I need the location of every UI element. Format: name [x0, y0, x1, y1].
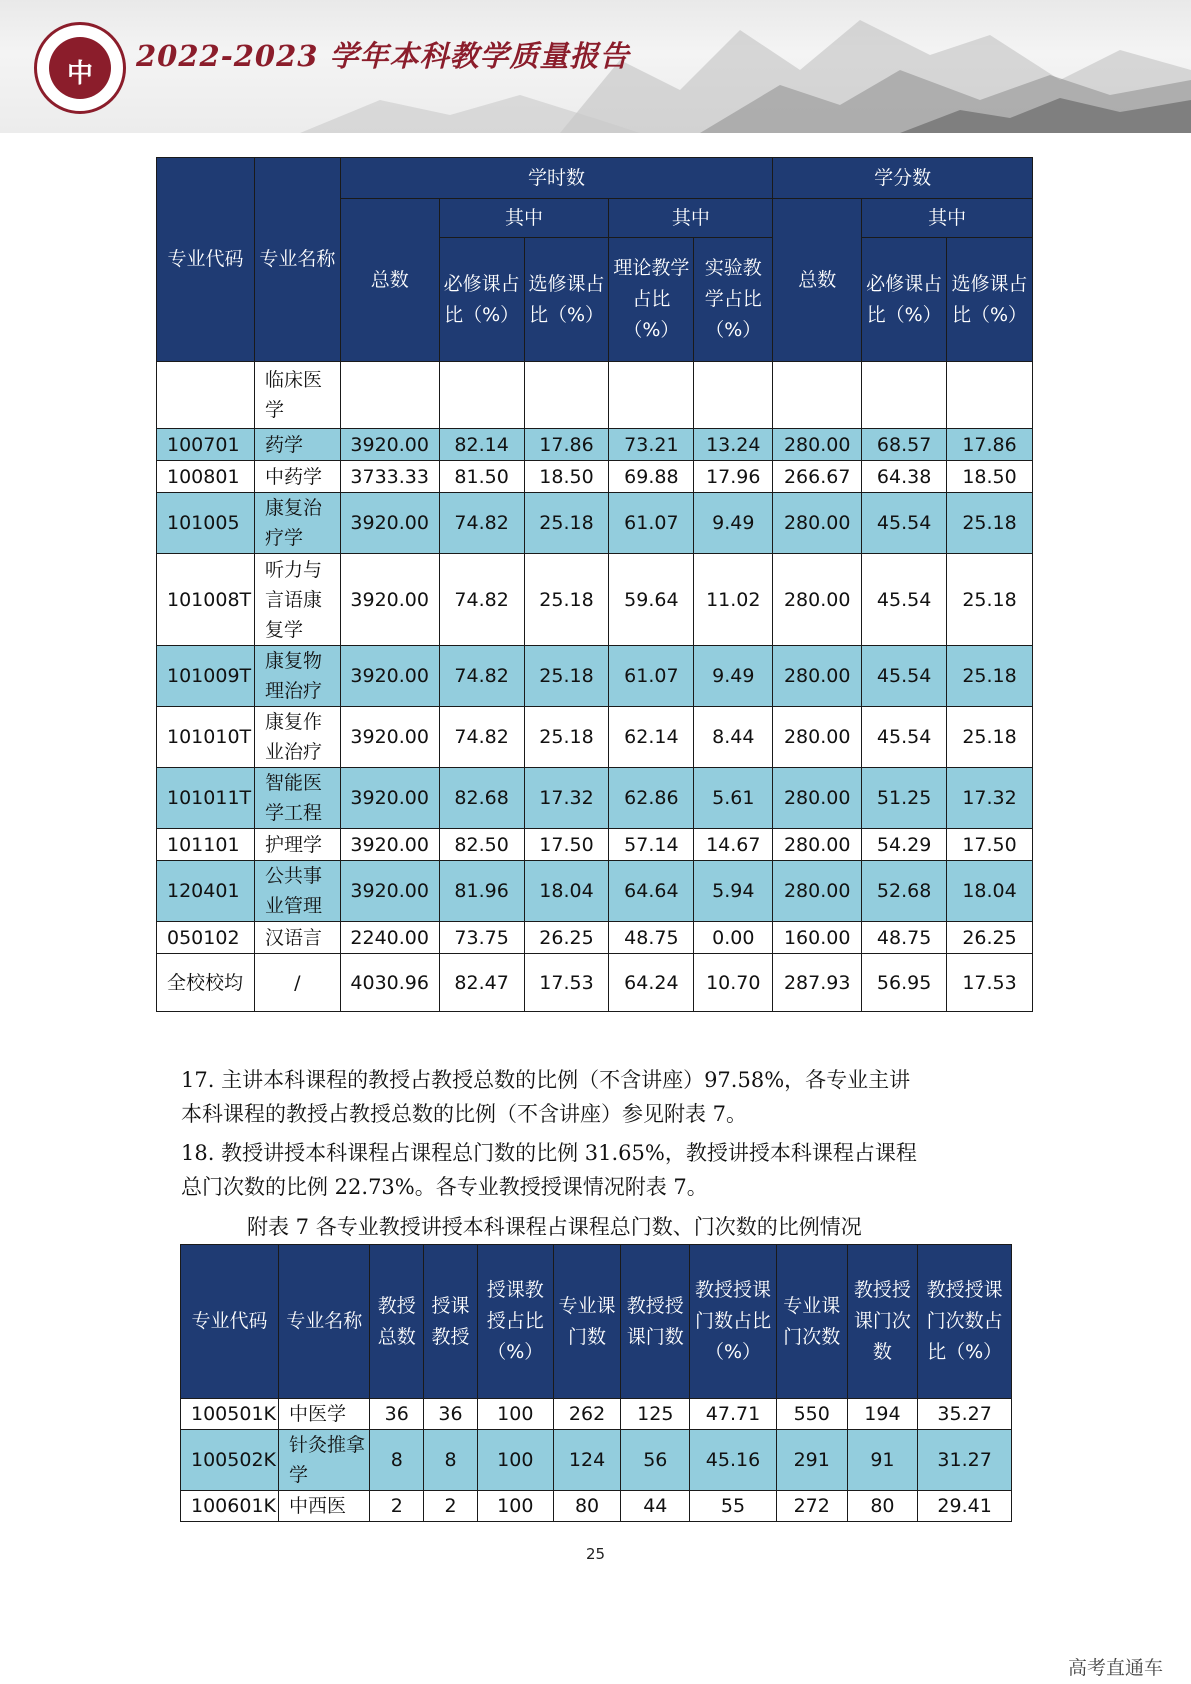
cell-name: 听力与言语康复学 — [254, 554, 340, 646]
cell-value: 61.07 — [609, 493, 694, 554]
cell-value: 81.96 — [439, 861, 524, 922]
cell-name: 智能医学工程 — [254, 768, 340, 829]
header-col-3: 授课教授 — [424, 1245, 478, 1399]
cell-value: 100 — [477, 1491, 553, 1522]
cell-value: 280.00 — [773, 861, 862, 922]
cell-code: 100701 — [157, 429, 255, 461]
header-credits-total: 总数 — [773, 199, 862, 362]
cell-value: 280.00 — [773, 554, 862, 646]
header-col-0: 专业代码 — [181, 1245, 279, 1399]
cell-value: 124 — [553, 1430, 621, 1491]
cell-value: 280.00 — [773, 768, 862, 829]
cell-value: 81.50 — [439, 461, 524, 493]
table-row — [157, 707, 1033, 768]
header-credits: 学分数 — [773, 158, 1033, 199]
cell-value: 17.53 — [947, 954, 1033, 1012]
cell-value: 54.29 — [862, 829, 947, 861]
cell-value: 17.96 — [694, 461, 773, 493]
header-code: 专业代码 — [157, 158, 255, 362]
cell-value: 25.18 — [524, 646, 609, 707]
cell-value: 74.82 — [439, 554, 524, 646]
header-col-5: 专业课门数 — [553, 1245, 621, 1399]
cell-value: 74.82 — [439, 646, 524, 707]
cell-value: 56.95 — [862, 954, 947, 1012]
cell-value: 82.50 — [439, 829, 524, 861]
header-hours-required: 必修课占比（%） — [439, 238, 524, 362]
cell-code: 101008T — [157, 554, 255, 646]
cell-code: 100801 — [157, 461, 255, 493]
cell-value: 25.18 — [947, 554, 1033, 646]
cell-value: 73.21 — [609, 429, 694, 461]
cell-value: 550 — [776, 1399, 847, 1430]
cell-value: 17.86 — [524, 429, 609, 461]
cell-value: 10.70 — [694, 954, 773, 1012]
cell-value: 25.18 — [947, 707, 1033, 768]
cell-value: 3733.33 — [340, 461, 439, 493]
cell-value: 25.18 — [524, 707, 609, 768]
cell-value: 18.50 — [524, 461, 609, 493]
cell-value: 64.64 — [609, 861, 694, 922]
table-row — [157, 362, 1033, 429]
paragraph-18-line-1: 18. 教授讲授本科课程占课程总门数的比例 31.65%，教授讲授本科课程占课程 — [181, 1141, 917, 1165]
cell-value: 45.54 — [862, 554, 947, 646]
cell-value: 3920.00 — [340, 554, 439, 646]
header-hours-total: 总数 — [340, 199, 439, 362]
cell-value: 3920.00 — [340, 829, 439, 861]
cell-value: 62.86 — [609, 768, 694, 829]
cell-value: 17.50 — [524, 829, 609, 861]
cell-value: 29.41 — [918, 1491, 1012, 1522]
cell-value: 48.75 — [862, 922, 947, 954]
cell-value: 4030.96 — [340, 954, 439, 1012]
cell-value: 280.00 — [773, 429, 862, 461]
cell-value: 3920.00 — [340, 768, 439, 829]
cell-value: 73.75 — [439, 922, 524, 954]
table-row — [157, 461, 1033, 493]
header-theory: 理论教学占比（%） — [609, 238, 694, 362]
cell-name: 康复作业治疗 — [254, 707, 340, 768]
cell-name: 针灸推拿学 — [279, 1430, 370, 1491]
cell-value: 36 — [424, 1399, 478, 1430]
cell-value: 17.32 — [524, 768, 609, 829]
cell-value: 52.68 — [862, 861, 947, 922]
cell-code: 100501K — [181, 1399, 279, 1430]
cell-value: 160.00 — [773, 922, 862, 954]
cell-value: 61.07 — [609, 646, 694, 707]
header-col-7: 教授授课门数占比（%） — [690, 1245, 777, 1399]
cell-value: 56 — [621, 1430, 690, 1491]
cell-value: 45.54 — [862, 707, 947, 768]
cell-name: 中药学 — [254, 461, 340, 493]
cell-code: 101010T — [157, 707, 255, 768]
header-name: 专业名称 — [254, 158, 340, 362]
cell-value: 9.49 — [694, 646, 773, 707]
major-hours-credits-table — [156, 157, 1033, 1012]
cell-name: / — [254, 954, 340, 1012]
cell-value: 26.25 — [947, 922, 1033, 954]
cell-value: 18.04 — [947, 861, 1033, 922]
header-col-1: 专业名称 — [279, 1245, 370, 1399]
table-row — [157, 768, 1033, 829]
header-hours-elective: 选修课占比（%） — [524, 238, 609, 362]
table-caption: 附表 7 各专业教授讲授本科课程占课程总门数、门次数的比例情况 — [247, 1215, 862, 1239]
cell-code: 100502K — [181, 1430, 279, 1491]
cell-value: 2 — [370, 1491, 424, 1522]
cell-value: 55 — [690, 1491, 777, 1522]
header-hours-among-1: 其中 — [439, 199, 609, 238]
table-row — [157, 429, 1033, 461]
cell-code: 100601K — [181, 1491, 279, 1522]
table-row — [157, 954, 1033, 1012]
cell-name: 汉语言 — [254, 922, 340, 954]
cell-code — [157, 362, 255, 429]
header-hours: 学时数 — [340, 158, 773, 199]
report-title: 2022-2023 学年本科教学质量报告 — [136, 39, 630, 73]
table-row — [157, 861, 1033, 922]
cell-value: 82.47 — [439, 954, 524, 1012]
cell-value: 44 — [621, 1491, 690, 1522]
cell-value: 47.71 — [690, 1399, 777, 1430]
header-credits-elective: 选修课占比（%） — [947, 238, 1033, 362]
cell-value: 280.00 — [773, 829, 862, 861]
cell-value: 18.04 — [524, 861, 609, 922]
header-col-9: 教授授课门次数 — [847, 1245, 918, 1399]
cell-value: 194 — [847, 1399, 918, 1430]
page-number: 25 — [585, 1545, 606, 1563]
cell-value: 100 — [477, 1430, 553, 1491]
cell-value: 13.24 — [694, 429, 773, 461]
cell-value: 82.14 — [439, 429, 524, 461]
cell-name: 中医学 — [279, 1399, 370, 1430]
cell-value: 64.38 — [862, 461, 947, 493]
cell-name: 药学 — [254, 429, 340, 461]
cell-value: 125 — [621, 1399, 690, 1430]
cell-value: 8.44 — [694, 707, 773, 768]
cell-value: 2240.00 — [340, 922, 439, 954]
cell-value: 62.14 — [609, 707, 694, 768]
cell-value: 36 — [370, 1399, 424, 1430]
table-row — [157, 922, 1033, 954]
paragraph-17-line-1: 17. 主讲本科课程的教授占教授总数的比例（不含讲座）97.58%，各专业主讲 — [181, 1068, 911, 1092]
header-credits-required: 必修课占比（%） — [862, 238, 947, 362]
header-experiment: 实验教学占比（%） — [694, 238, 773, 362]
cell-value: 5.94 — [694, 861, 773, 922]
cell-value: 25.18 — [524, 554, 609, 646]
cell-value: 2 — [424, 1491, 478, 1522]
header-col-4: 授课教授占比（%） — [477, 1245, 553, 1399]
table-row — [181, 1430, 1012, 1491]
cell-value: 68.57 — [862, 429, 947, 461]
cell-value: 272 — [776, 1491, 847, 1522]
cell-value: 8 — [424, 1430, 478, 1491]
cell-value — [609, 362, 694, 429]
cell-value: 26.25 — [524, 922, 609, 954]
cell-value: 64.24 — [609, 954, 694, 1012]
table-row — [157, 554, 1033, 646]
cell-value: 18.50 — [947, 461, 1033, 493]
cell-name: 临床医学 — [254, 362, 340, 429]
cell-value: 82.68 — [439, 768, 524, 829]
cell-value — [773, 362, 862, 429]
professor-teaching-table — [180, 1244, 1012, 1522]
header-col-6: 教授授课门数 — [621, 1245, 690, 1399]
cell-value: 262 — [553, 1399, 621, 1430]
cell-value: 8 — [370, 1430, 424, 1491]
paragraph-17-line-2: 本科课程的教授占教授总数的比例（不含讲座）参见附表 7。 — [181, 1102, 748, 1126]
cell-value: 17.53 — [524, 954, 609, 1012]
cell-value: 5.61 — [694, 768, 773, 829]
cell-value: 11.02 — [694, 554, 773, 646]
cell-name: 中西医 — [279, 1491, 370, 1522]
cell-value: 17.86 — [947, 429, 1033, 461]
cell-value — [524, 362, 609, 429]
table-row — [157, 646, 1033, 707]
cell-value: 74.82 — [439, 707, 524, 768]
page-header-banner — [0, 0, 1191, 133]
cell-value: 31.27 — [918, 1430, 1012, 1491]
cell-value: 48.75 — [609, 922, 694, 954]
cell-value: 25.18 — [947, 646, 1033, 707]
cell-value: 287.93 — [773, 954, 862, 1012]
paragraph-18-line-2: 总门次数的比例 22.73%。各专业教授授课情况附表 7。 — [181, 1175, 708, 1199]
cell-code: 050102 — [157, 922, 255, 954]
cell-code: 120401 — [157, 861, 255, 922]
cell-value — [947, 362, 1033, 429]
cell-value: 291 — [776, 1430, 847, 1491]
cell-value: 280.00 — [773, 707, 862, 768]
cell-value: 25.18 — [947, 493, 1033, 554]
cell-code: 101101 — [157, 829, 255, 861]
cell-value: 45.16 — [690, 1430, 777, 1491]
cell-name: 康复治疗学 — [254, 493, 340, 554]
header-col-2: 教授总数 — [370, 1245, 424, 1399]
cell-value: 80 — [553, 1491, 621, 1522]
cell-value: 3920.00 — [340, 493, 439, 554]
cell-value: 91 — [847, 1430, 918, 1491]
header-credits-among: 其中 — [862, 199, 1033, 238]
cell-code: 101011T — [157, 768, 255, 829]
cell-value: 266.67 — [773, 461, 862, 493]
cell-name: 护理学 — [254, 829, 340, 861]
cell-value: 80 — [847, 1491, 918, 1522]
table-row — [157, 829, 1033, 861]
cell-value: 3920.00 — [340, 707, 439, 768]
cell-value — [439, 362, 524, 429]
cell-value: 280.00 — [773, 493, 862, 554]
cell-value: 3920.00 — [340, 861, 439, 922]
cell-value: 100 — [477, 1399, 553, 1430]
cell-value — [694, 362, 773, 429]
header-col-10: 教授授课门次数占比（%） — [918, 1245, 1012, 1399]
cell-name: 公共事业管理 — [254, 861, 340, 922]
cell-value: 17.32 — [947, 768, 1033, 829]
header-col-8: 专业课门次数 — [776, 1245, 847, 1399]
cell-value: 9.49 — [694, 493, 773, 554]
cell-value: 57.14 — [609, 829, 694, 861]
watermark: 高考直通车 — [1067, 1657, 1163, 1679]
cell-code: 101005 — [157, 493, 255, 554]
university-logo — [34, 22, 126, 114]
cell-value: 3920.00 — [340, 646, 439, 707]
cell-value: 45.54 — [862, 493, 947, 554]
cell-value — [862, 362, 947, 429]
cell-value: 59.64 — [609, 554, 694, 646]
cell-value: 14.67 — [694, 829, 773, 861]
cell-code: 全校校均 — [157, 954, 255, 1012]
logo-mark: 中 — [66, 59, 93, 89]
header-hours-among-2: 其中 — [609, 199, 773, 238]
cell-value: 35.27 — [918, 1399, 1012, 1430]
cell-value: 3920.00 — [340, 429, 439, 461]
cell-value — [340, 362, 439, 429]
cell-code: 101009T — [157, 646, 255, 707]
table-row — [157, 493, 1033, 554]
cell-value: 17.50 — [947, 829, 1033, 861]
table-row — [181, 1491, 1012, 1522]
cell-value: 74.82 — [439, 493, 524, 554]
table-row — [181, 1399, 1012, 1430]
cell-value: 51.25 — [862, 768, 947, 829]
cell-name: 康复物理治疗 — [254, 646, 340, 707]
cell-value: 280.00 — [773, 646, 862, 707]
cell-value: 25.18 — [524, 493, 609, 554]
cell-value: 0.00 — [694, 922, 773, 954]
cell-value: 69.88 — [609, 461, 694, 493]
cell-value: 45.54 — [862, 646, 947, 707]
